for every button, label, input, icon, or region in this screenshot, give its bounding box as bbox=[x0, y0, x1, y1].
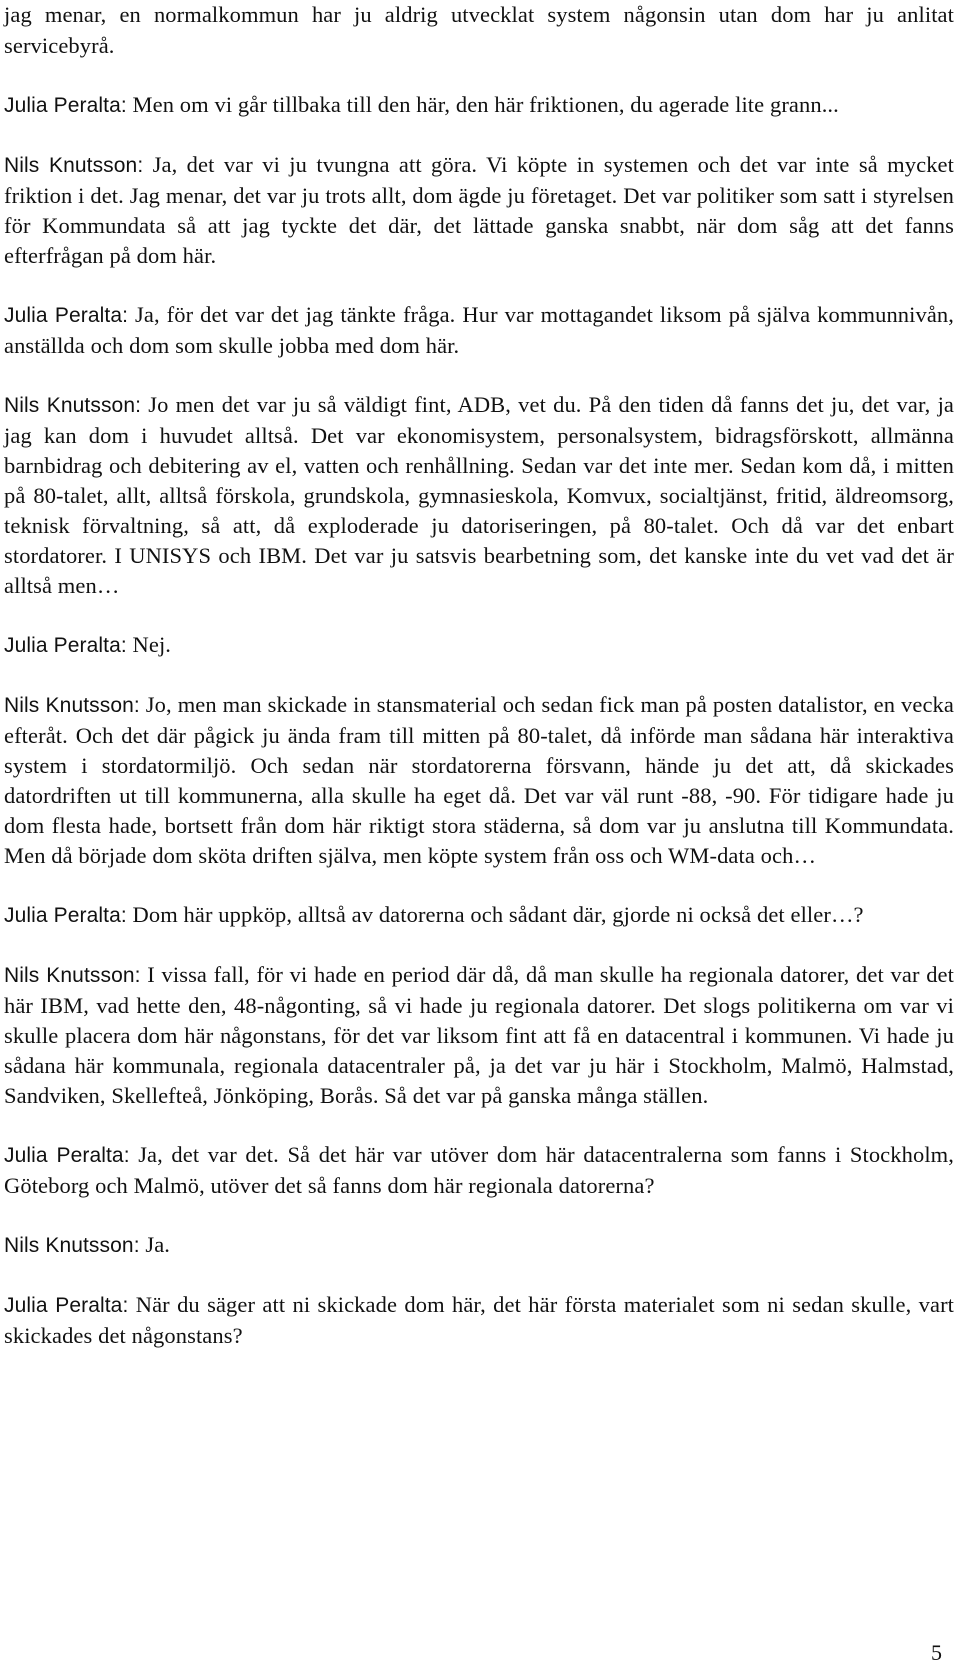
speaker-label: Julia Peralta: bbox=[4, 1144, 130, 1167]
speaker-label: Julia Peralta: bbox=[4, 1294, 129, 1317]
paragraph-text: I vissa fall, för vi hade en period där då, då man skulle ha regionala datorer, det var det här IBM, vad hette den, 48-någonting, så vi hade ju regionala datorer. Det slogs politikerna om var vi skulle placera dom här någonstans, för det var liksom fint att få en datacentral i kommunen. Vi hade ju sådana här kommunala, regionala datacentraler på, ja det var ju här i Stockholm, Malmö, Halmstad, Sandviken, Skellefteå, Jönköping, Borås. Så det var på ganska många ställen. bbox=[4, 962, 955, 1108]
paragraph-text: Jo, men man skickade in stansmaterial och sedan fick man på posten datalistor, en vecka efteråt. Och det där pågick ju ända fram till mitten på 80-talet, då införde man sådana här interaktiva system i stordatormiljö. Och sedan när stordatorerna försvann, hände ju det att, då skickades datordriften ut till kommunerna, alla skulle ha eget då. Det var väl runt -88, -90. För tidigare hade ju dom flesta hade, bortsett från dom här riktigt stora städerna, så dom var ju anslutna till Kommundata. Men då började dom sköta driften själva, men köpte system från oss och WM-data och… bbox=[4, 692, 954, 868]
paragraph-text: Jo men det var ju så väldigt fint, ADB, vet du. På den tiden då fanns det ju, det var, ja jag kan dom i huvudet alltså. Det var ekonomisystem, personalsystem, bidragsförskott, allmänna barnbidrag och debitering av el, vatten och renhållning. Sedan var det inte mer. Sedan kom då, i mitten på 80-talet, allt, alltså förskola, grundskola, gymnasieskola, Komvux, socialtjänst, fritid, äldreomsorg, teknisk förvaltning, så att, då exploderade ju datoriseringen, på 80-talet. Och då var det enbart stordatorer. I UNISYS och IBM. Det var ju satsvis bearbetning som, det kanske inte du vet vad det är alltså men… bbox=[4, 392, 955, 598]
speaker-label: Nils Knutsson: bbox=[4, 154, 144, 177]
paragraph-11 bbox=[4, 1230, 954, 1261]
paragraph-12 bbox=[4, 1290, 954, 1351]
paragraph-3 bbox=[4, 150, 954, 271]
page-number: 5 bbox=[931, 1640, 942, 1665]
paragraph-8 bbox=[4, 900, 954, 931]
paragraph-6 bbox=[4, 630, 954, 661]
paragraph-text: Ja, det var det. Så det här var utöver dom här datacentralerna som fanns i Stockholm, Göteborg och Malmö, utöver det så fanns dom här regionala datorerna? bbox=[4, 1142, 954, 1198]
paragraph-text: Dom här uppköp, alltså av datorerna och sådant där, gjorde ni också det eller…? bbox=[126, 902, 864, 927]
paragraph-text: Ja. bbox=[139, 1232, 171, 1257]
speaker-label: Julia Peralta: bbox=[4, 94, 127, 117]
paragraph-text: Ja, för det var det jag tänkte fråga. Hur var mottagandet liksom på själva kommunnivån, anställda och dom som skulle jobba med dom här. bbox=[4, 302, 955, 358]
paragraph-2 bbox=[4, 90, 954, 121]
paragraph-9 bbox=[4, 960, 954, 1111]
transcript-body bbox=[4, 0, 954, 1380]
paragraph-text: Ja, det var vi ju tvungna att göra. Vi köpte in systemen och det var inte så mycket friktion i det. Jag menar, det var ju trots allt, dom ägde ju företaget. Det var politiker som satt i styrelsen för Kommundata så att jag tyckte det där, det lättade ganska snabbt, när dom såg att det fanns efterfrågan på dom här. bbox=[4, 152, 954, 268]
paragraph-text: När du säger att ni skickade dom här, det här första materialet som ni sedan skulle, vart skickades det någonstans? bbox=[4, 1292, 955, 1348]
paragraph-text: Nej. bbox=[126, 632, 172, 657]
paragraph-7 bbox=[4, 690, 954, 871]
paragraph-1 bbox=[4, 0, 954, 61]
speaker-label: Nils Knutsson: bbox=[4, 394, 142, 417]
speaker-label: Julia Peralta: bbox=[4, 634, 127, 657]
speaker-label: Nils Knutsson: bbox=[4, 964, 141, 987]
speaker-label: Julia Peralta: bbox=[4, 904, 127, 927]
paragraph-4 bbox=[4, 300, 954, 361]
paragraph-text: jag menar, en normalkommun har ju aldrig utvecklat system någonsin utan dom har ju anlitat servicebyrå. bbox=[4, 2, 954, 58]
paragraph-10 bbox=[4, 1140, 954, 1201]
speaker-label: Julia Peralta: bbox=[4, 304, 129, 327]
speaker-label: Nils Knutsson: bbox=[4, 1234, 140, 1257]
speaker-label: Nils Knutsson: bbox=[4, 694, 140, 717]
paragraph-text: Men om vi går tillbaka till den här, den här friktionen, du agerade lite grann... bbox=[126, 92, 839, 117]
paragraph-5 bbox=[4, 390, 954, 601]
